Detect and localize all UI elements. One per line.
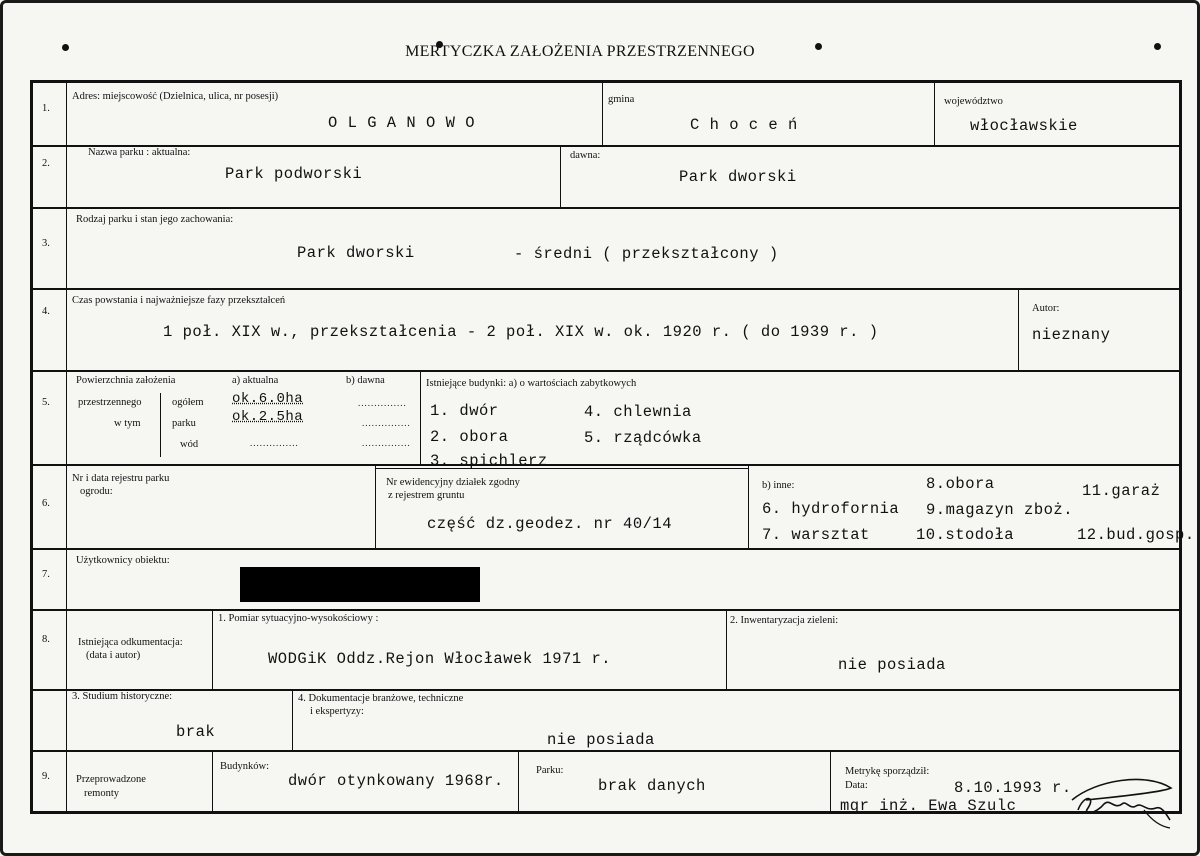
clipped-building xyxy=(1076,524,1195,548)
address-value: O L G A N O W O xyxy=(328,114,476,132)
park-name-value: Park podworski xyxy=(225,165,363,183)
number-column-divider xyxy=(66,82,67,812)
park-state-value: - średni ( przekształcony ) xyxy=(514,245,779,263)
buildings-label: Istniejące budynki: a) o wartościach zabytkowych xyxy=(426,378,637,389)
total-area-value: ok.6.0ha xyxy=(232,391,304,407)
row-number: 2. xyxy=(42,158,50,169)
register-label: Nr i data rejestru parku xyxy=(72,473,170,484)
cell-divider xyxy=(830,750,831,812)
other-building-item: 11.garaż xyxy=(1082,482,1161,500)
row-number: 8. xyxy=(42,634,50,645)
row-divider xyxy=(30,750,1182,752)
row-divider xyxy=(30,145,1182,147)
survey-value: WODGiK Oddz.Rejon Włocławek 1971 r. xyxy=(268,650,612,668)
creation-time-label: Czas powstania i najważniejsze fazy przekształceń xyxy=(72,295,286,306)
form-table xyxy=(30,80,1182,814)
other-building-item: 10.stodoła xyxy=(916,526,1015,544)
cell-divider xyxy=(160,393,161,457)
other-building-item: 12.bud.gosp. xyxy=(1077,526,1195,544)
gmina-label: gmina xyxy=(608,94,635,105)
former-area-label: b) dawna xyxy=(346,375,385,386)
survey-label: 1. Pomiar sytuacyjno-wysokościowy : xyxy=(218,613,379,624)
row-divider xyxy=(30,548,1182,550)
other-building-item: 6. hydrofornia xyxy=(762,500,900,518)
row-number: 7. xyxy=(42,569,50,580)
date-label: Data: xyxy=(845,780,868,791)
documentation-label: Istniejąca odkumentacja: xyxy=(78,637,183,648)
cell-divider xyxy=(1018,288,1019,370)
plots-label-2: z rejestrem gruntu xyxy=(388,490,465,501)
park-area-label: parku xyxy=(172,418,196,429)
row-divider xyxy=(30,207,1182,209)
current-area-label: a) aktualna xyxy=(232,375,279,386)
repairs-label: Przeprowadzone xyxy=(76,774,146,785)
row-number: 1. xyxy=(42,103,50,114)
building-item: 1. dwór xyxy=(430,402,499,420)
buildings-repair-label: Budynków: xyxy=(220,761,270,772)
address-label: Adres: miejscowość (Dzielnica, ulica, nr posesji) xyxy=(72,91,279,102)
prepared-by-label: Metrykę sporządził: xyxy=(845,766,930,777)
cell-divider xyxy=(518,750,519,812)
gmina-value: C h o c e ń xyxy=(690,116,798,134)
cell-divider xyxy=(212,750,213,812)
redaction-bar xyxy=(240,567,480,602)
voivodeship-label: województwo xyxy=(944,96,1003,107)
area-label: Powierzchnia założenia xyxy=(76,375,176,386)
park-repair-label: Parku: xyxy=(536,765,564,776)
handwritten-signature xyxy=(1066,770,1178,834)
cell-divider xyxy=(934,82,935,145)
row-divider xyxy=(30,370,1182,372)
former-name-label: dawna: xyxy=(570,150,601,161)
cell-divider xyxy=(375,464,376,548)
former-name-value: Park dworski xyxy=(679,168,797,186)
park-area-value: ok.2.5ha xyxy=(232,409,304,425)
cell-divider xyxy=(560,145,561,207)
row-number: 5. xyxy=(42,397,50,408)
cell-divider xyxy=(726,609,727,689)
row-divider xyxy=(30,609,1182,611)
cell-divider xyxy=(420,370,421,464)
author-label: Autor: xyxy=(1032,303,1060,314)
building-item: 3. spichlerz xyxy=(430,452,548,470)
building-item: 5. rządcówka xyxy=(584,429,702,447)
spatial-label: przestrzennego xyxy=(78,397,142,408)
dotted-blank: ............... xyxy=(250,438,299,448)
users-label: Użytkownicy obiektu: xyxy=(76,555,170,566)
park-type-value: Park dworski xyxy=(297,244,415,262)
other-building-item: 7. warsztat xyxy=(762,526,870,544)
history-study-label: 3. Studium historyczne: xyxy=(72,691,173,702)
row-number: 6. xyxy=(42,498,50,509)
form-title: MERTYCZKA ZAŁOŻENIA PRZESTRZENNEGO xyxy=(405,43,755,60)
building-item: 4. chlewnia xyxy=(584,403,692,421)
technical-docs-label-2: i ekspertyzy: xyxy=(310,706,364,717)
row-number: 9. xyxy=(42,771,50,782)
buildings-repair-value: dwór otynkowany 1968r. xyxy=(288,772,504,790)
greenery-label: 2. Inwentaryzacja zieleni: xyxy=(730,615,839,626)
park-repair-value: brak danych xyxy=(598,777,706,795)
row-divider xyxy=(30,689,1182,691)
voivodeship-value: włocławskie xyxy=(970,117,1078,135)
cell-divider xyxy=(292,689,293,750)
cell-divider xyxy=(212,609,213,689)
author-value: nieznany xyxy=(1032,326,1111,344)
greenery-value: nie posiada xyxy=(838,656,946,674)
including-label: w tym xyxy=(114,418,141,429)
documentation-label-2: (data i autor) xyxy=(86,650,141,661)
technical-docs-label: 4. Dokumentacje branżowe, techniczne xyxy=(298,693,464,704)
cell-divider xyxy=(748,464,749,548)
repairs-label-2: remonty xyxy=(84,788,119,799)
building-item: 2. obora xyxy=(430,428,509,446)
date-value: 8.10.1993 r. xyxy=(954,779,1072,797)
cell-divider xyxy=(602,82,603,145)
row-divider xyxy=(30,288,1182,290)
register-label-2: ogrodu: xyxy=(80,486,113,497)
plots-label: Nr ewidencyjny działek zgodny xyxy=(386,477,520,488)
row-divider xyxy=(30,464,1182,466)
row-number: 4. xyxy=(42,306,50,317)
prepared-by-value: mgr inż. Ewa Szulc xyxy=(840,797,1017,815)
clipped-building xyxy=(430,452,630,470)
water-label: wód xyxy=(180,439,199,450)
dotted-blank: ............... xyxy=(358,398,407,408)
history-study-value: brak xyxy=(176,723,216,741)
other-building-item: 8.obora xyxy=(926,475,995,493)
other-building-item: 9.magazyn zboż. xyxy=(926,501,1074,519)
total-label: ogółem xyxy=(172,397,204,408)
plots-value: część dz.geodez. nr 40/14 xyxy=(427,515,673,533)
creation-time-value: 1 poł. XIX w., przekształcenia - 2 poł. XIX w. ok. 1920 r. ( do 1939 r. ) xyxy=(163,323,879,341)
technical-docs-value: nie posiada xyxy=(547,731,655,749)
dotted-blank: ............... xyxy=(362,418,411,428)
dotted-blank: ............... xyxy=(362,438,411,448)
other-buildings-label: b) inne: xyxy=(762,480,795,491)
row-number: 3. xyxy=(42,238,50,249)
park-name-label: Nazwa parku : aktualna: xyxy=(88,147,191,158)
park-type-label: Rodzaj parku i stan jego zachowania: xyxy=(76,214,234,225)
